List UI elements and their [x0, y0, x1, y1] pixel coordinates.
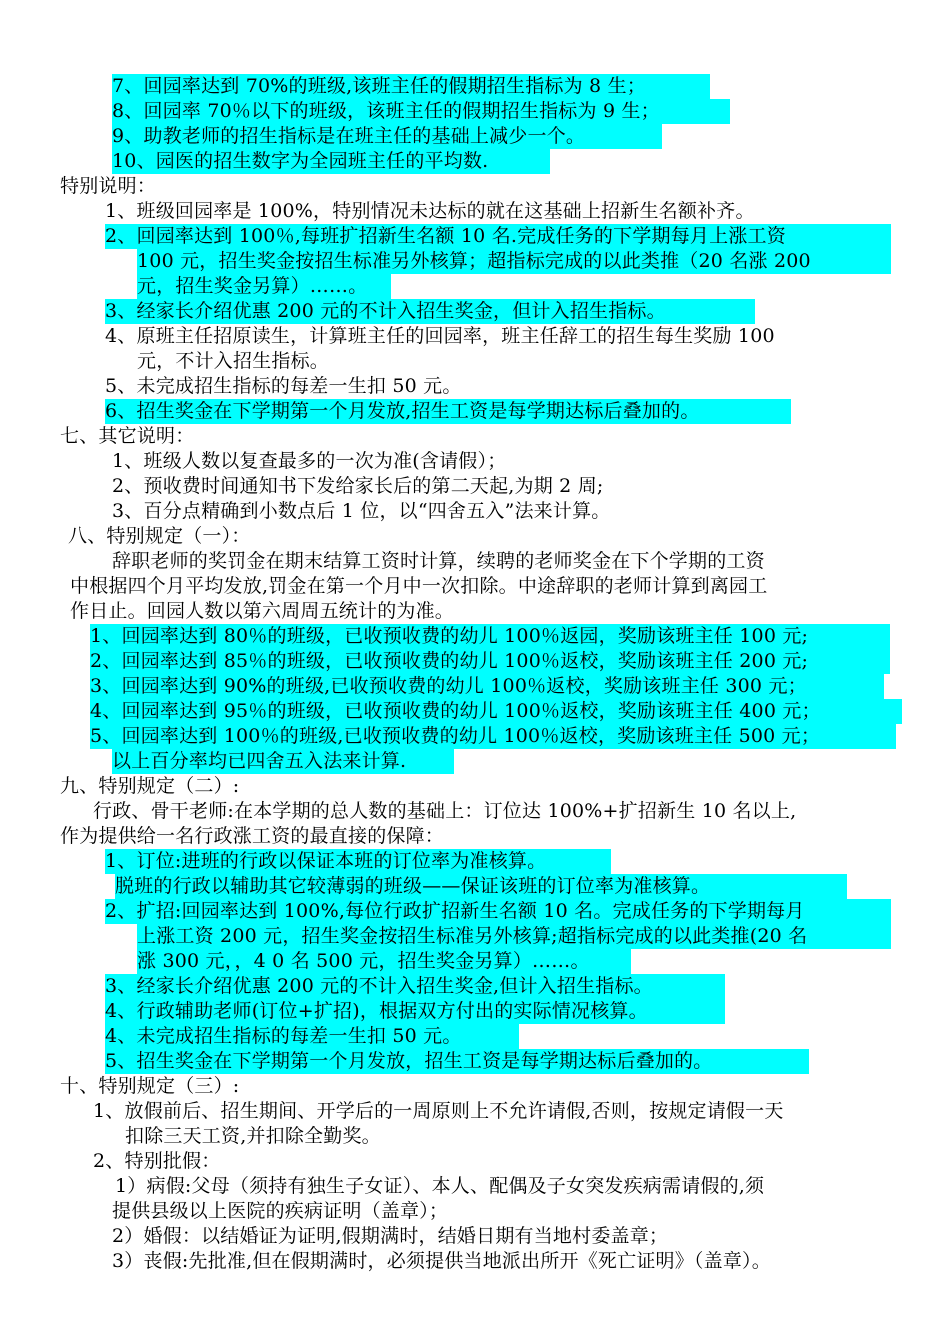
text-line: 行政、骨干老师:在本学期的总人数的基础上：订位达 100%+扩招新生 10 名以上, — [93, 800, 797, 822]
highlighted-text-line: 4、行政辅助老师(订位+扩招)，根据双方付出的实际情况核算。 — [105, 999, 725, 1024]
text-line: 元，不计入招生指标。 — [137, 350, 330, 372]
text-line: 2、预收费时间通知书下发给家长后的第二天起,为期 2 周; — [112, 475, 604, 497]
text-line: 中根据四个月平均发放,罚金在第一个月中一次扣除。中途辞职的老师计算到离园工 — [70, 575, 768, 597]
text-line: 1、班级回园率是 100%，特别情况未达标的就在这基础上招新生名额补齐。 — [105, 200, 755, 222]
highlighted-text-line: 2、回园率达到 85％的班级，已收预收费的幼儿 100％返校，奖励该班主任 200 元; — [90, 649, 890, 674]
text-line: 特别说明： — [60, 175, 157, 197]
highlighted-text-line: 1、回园率达到 80％的班级，已收预收费的幼儿 100％返园，奖励该班主任 100 元; — [90, 624, 890, 649]
highlighted-text-line: 元，招生奖金另算）……。 — [137, 274, 391, 299]
text-line: 辞职老师的奖罚金在期末结算工资时计算，续聘的老师奖金在下个学期的工资 — [112, 550, 765, 572]
highlighted-text-line: 3、回园率达到 90%的班级,已收预收费的幼儿 100％返校，奖励该班主任 300 元； — [90, 674, 884, 699]
text-line: 十、特别规定（三）: — [60, 1075, 240, 1097]
text-line: 1）病假:父母（须持有独生子女证）、本人、配偶及子女突发疾病需请假的,须 — [115, 1175, 765, 1197]
highlighted-text-line: 上涨工资 200 元，招生奖金按招生标准另外核算;超指标完成的以此类推(20 名 — [137, 924, 891, 949]
text-line: 1、放假前后、招生期间、开学后的一周原则上不允许请假,否则，按规定请假一天 — [93, 1100, 784, 1122]
text-line: 3、百分点精确到小数点后 1 位，以“四舍五入”法来计算。 — [112, 500, 611, 522]
text-line: 提供县级以上医院的疾病证明（盖章）； — [112, 1200, 449, 1222]
text-line: 2、特别批假： — [93, 1150, 221, 1172]
highlighted-text-line: 2、回园率达到 100％,每班扩招新生名额 10 名.完成任务的下学期每月上涨工资 — [105, 224, 891, 249]
highlighted-text-line: 2、扩招:回园率达到 100%,每位行政扩招新生名额 10 名。完成任务的下学期每月 — [105, 899, 891, 924]
text-line: 七、其它说明： — [60, 425, 195, 447]
text-line: 4、原班主任招原读生，计算班主任的回园率，班主任辞工的招生每生奖励 100 — [105, 325, 775, 347]
text-line: 作为提供给一名行政涨工资的最直接的保障： — [60, 825, 445, 847]
highlighted-text-line: 7、回园率达到 70%的班级,该班主任的假期招生指标为 8 生； — [112, 74, 710, 99]
highlighted-text-line: 3、经家长介绍优惠 200 元的不计入招生奖金，但计入招生指标。 — [105, 299, 755, 324]
text-line: 5、未完成招生指标的每差一生扣 50 元。 — [105, 375, 462, 397]
highlighted-text-line: 5、招生奖金在下学期第一个月发放，招生工资是每学期达标后叠加的。 — [105, 1049, 809, 1074]
highlighted-text-line: 1、订位:进班的行政以保证本班的订位率为准核算。 — [105, 849, 611, 874]
highlighted-text-line: 脱班的行政以辅助其它较薄弱的班级——保证该班的订位率为准核算。 — [115, 874, 847, 899]
highlighted-text-line: 100 元，招生奖金按招生标准另外核算；超指标完成的以此类推（20 名涨 200 — [137, 249, 891, 274]
highlighted-text-line: 6、招生奖金在下学期第一个月发放,招生工资是每学期达标后叠加的。 — [105, 399, 791, 424]
highlighted-text-line: 4、回园率达到 95％的班级，已收预收费的幼儿 100％返校，奖励该班主任 400 元； — [90, 699, 902, 724]
text-line: 1、班级人数以复查最多的一次为准(含请假）； — [112, 450, 507, 472]
text-line: 九、特别规定（二）: — [60, 775, 240, 797]
highlighted-text-line: 10、园医的招生数字为全园班主任的平均数. — [112, 149, 550, 174]
highlighted-text-line: 3、经家长介绍优惠 200 元的不计入招生奖金,但计入招生指标。 — [105, 974, 725, 999]
highlighted-text-line: 以上百分率均已四舍五入法来计算. — [112, 749, 454, 774]
highlighted-text-line: 8、回园率 70％以下的班级，该班主任的假期招生指标为 9 生； — [112, 99, 730, 124]
text-line: 作日止。回园人数以第六周周五统计的为准。 — [70, 600, 455, 622]
highlighted-text-line: 4、未完成招生指标的每差一生扣 50 元。 — [105, 1024, 519, 1049]
text-line: 八、特别规定（一）： — [68, 525, 251, 547]
highlighted-text-line: 5、回园率达到 100％的班级,已收预收费的幼儿 100％返校，奖励该班主任 500 元； — [90, 724, 896, 749]
text-line: 3）丧假:先批准,但在假期满时，必须提供当地派出所开《死亡证明》（盖章）。 — [112, 1250, 771, 1272]
text-line: 2）婚假：以结婚证为证明,假期满时，结婚日期有当地村委盖章； — [112, 1225, 669, 1247]
highlighted-text-line: 9、助教老师的招生指标是在班主任的基础上减少一个。 — [112, 124, 662, 149]
text-line: 扣除三天工资,并扣除全勤奖。 — [125, 1125, 381, 1147]
highlighted-text-line: 涨 300 元，，4 0 名 500 元，招生奖金另算）……。 — [137, 949, 631, 974]
